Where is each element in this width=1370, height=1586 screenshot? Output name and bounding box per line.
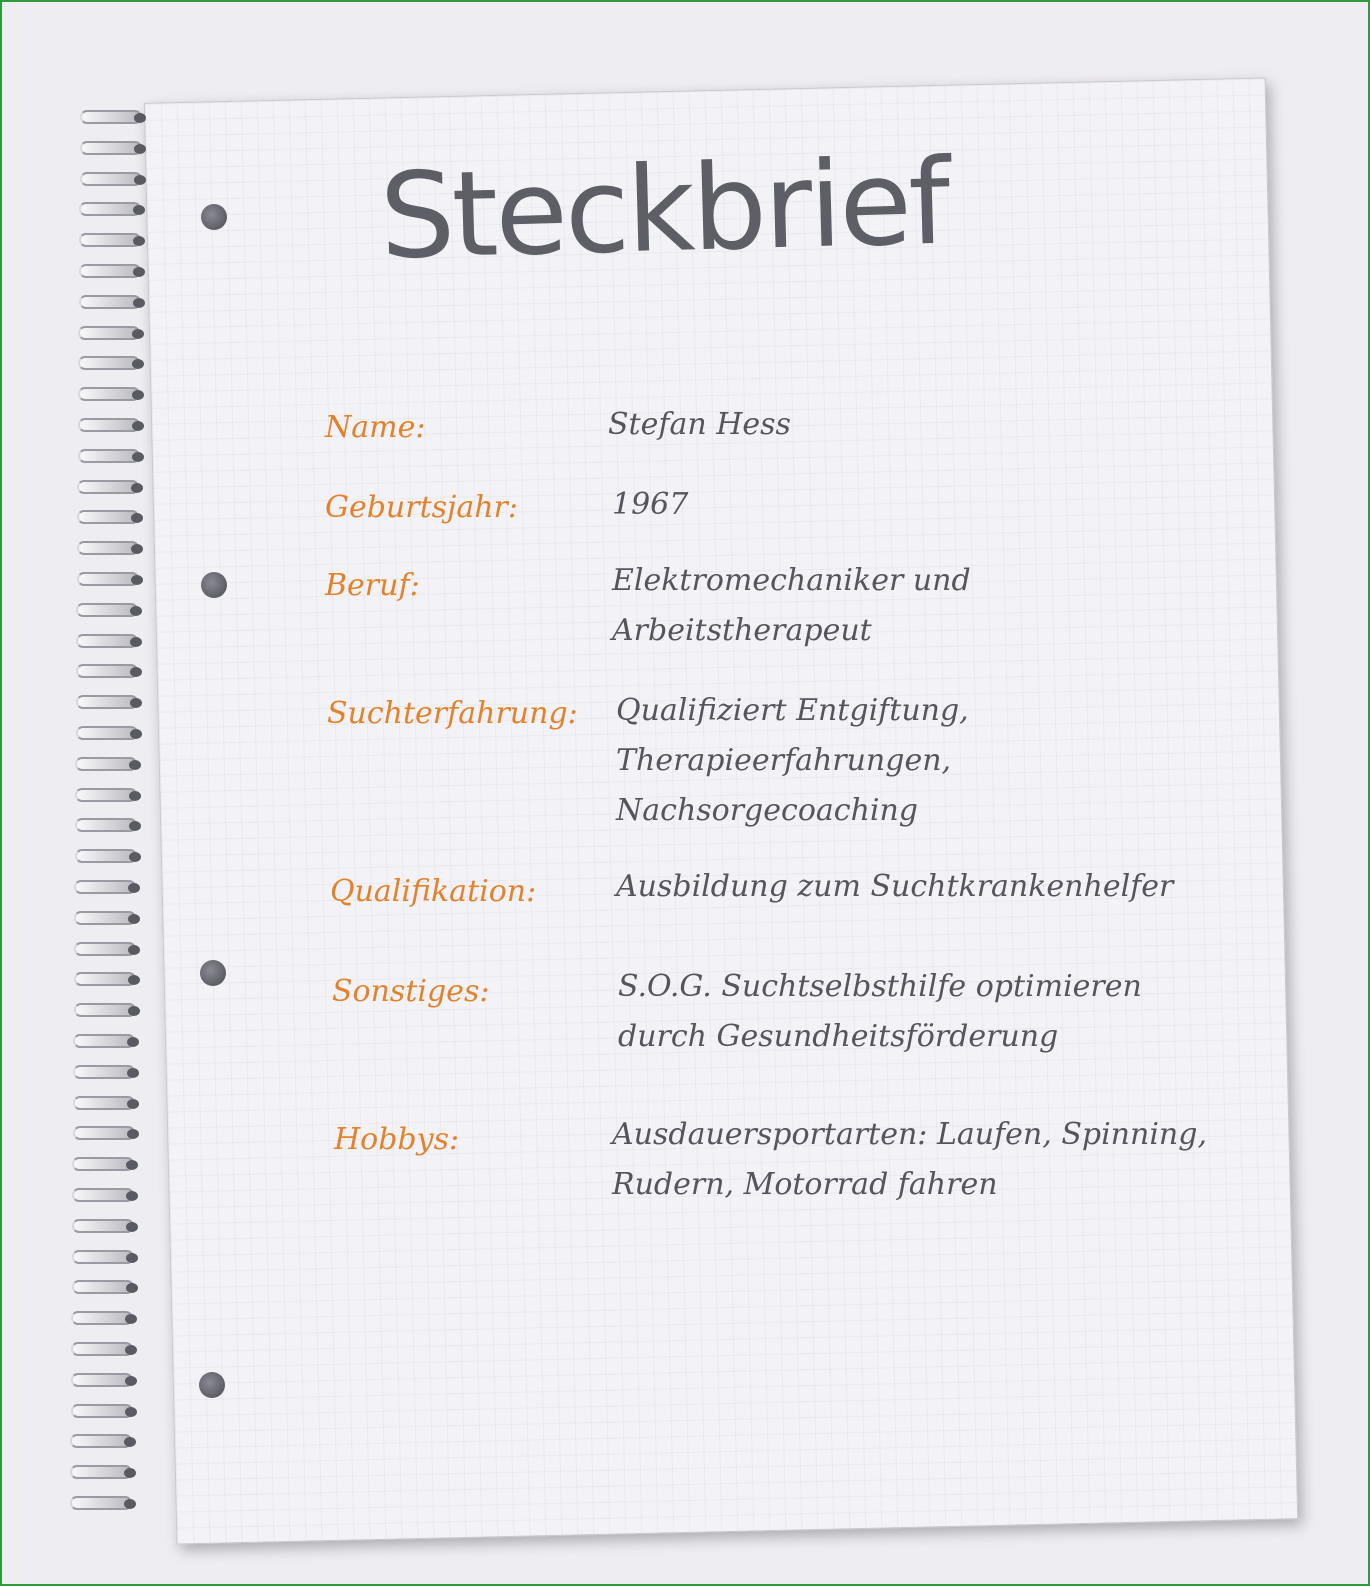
punch-hole xyxy=(199,1372,225,1398)
spiral-coil xyxy=(78,449,140,463)
spiral-coil xyxy=(79,264,141,278)
spiral-coil xyxy=(72,1157,134,1171)
spiral-coil xyxy=(80,172,142,186)
spiral-coil xyxy=(77,541,139,555)
punch-hole xyxy=(201,572,227,598)
punch-hole xyxy=(200,960,226,986)
spiral-coil xyxy=(70,1434,132,1448)
spiral-coil xyxy=(71,1404,133,1418)
spiral-coil xyxy=(75,788,137,802)
field-label-qualification: Qualifikation: xyxy=(330,874,537,909)
spiral-coil xyxy=(71,1373,133,1387)
spiral-coil xyxy=(74,911,136,925)
spiral-coil xyxy=(77,480,139,494)
spiral-coil xyxy=(76,695,138,709)
spiral-coil xyxy=(72,1219,134,1233)
spiral-coil xyxy=(72,1250,134,1264)
field-label-addiction-experience: Suchterfahrung: xyxy=(327,696,578,731)
page-title: Steckbrief xyxy=(378,132,950,286)
spiral-coil xyxy=(73,1065,135,1079)
spiral-coil xyxy=(73,1034,135,1048)
spiral-coil xyxy=(74,972,136,986)
spiral-coil xyxy=(70,1465,132,1479)
spiral-coil xyxy=(79,233,141,247)
field-value-other: S.O.G. Suchtselbsthilfe optimieren durch Gesundheitsförderung xyxy=(618,969,1142,1054)
field-label-hobbies: Hobbys: xyxy=(334,1122,460,1157)
spiral-coil xyxy=(80,141,142,155)
spiral-coil xyxy=(74,942,136,956)
spiral-coil xyxy=(78,418,140,432)
spiral-coil xyxy=(75,818,137,832)
spiral-coil xyxy=(74,1003,136,1017)
spiral-coil xyxy=(70,1496,132,1510)
spiral-coil xyxy=(75,757,137,771)
field-value-name: Stefan Hess xyxy=(608,407,791,442)
spiral-coil xyxy=(74,880,136,894)
spiral-coil xyxy=(80,110,142,124)
spiral-coil xyxy=(78,387,140,401)
field-label-profession: Beruf: xyxy=(325,568,420,603)
spiral-coil xyxy=(78,326,140,340)
field-value-qualification: Ausbildung zum Suchtkrankenhelfer xyxy=(616,869,1174,904)
spiral-coil xyxy=(72,1188,134,1202)
field-value-profession: Elektromechaniker und Arbeitstherapeut xyxy=(612,563,971,648)
spiral-coil xyxy=(76,726,138,740)
spiral-coil xyxy=(77,510,139,524)
spiral-coil xyxy=(72,1280,134,1294)
field-value-addiction-experience: Qualifiziert Entgiftung, Therapieerfahrungen, Nachsorgecoaching xyxy=(616,693,969,828)
spiral-coil xyxy=(75,849,137,863)
field-label-other: Sonstiges: xyxy=(332,974,490,1009)
spiral-coil xyxy=(76,634,138,648)
spiral-coil xyxy=(78,356,140,370)
spiral-coil xyxy=(79,295,141,309)
field-value-hobbies: Ausdauersportarten: Laufen, Spinning, Rudern, Motorrad fahren xyxy=(612,1117,1207,1202)
spiral-coil xyxy=(79,202,141,216)
spiral-coil xyxy=(77,572,139,586)
spiral-coil xyxy=(71,1342,133,1356)
field-label-birthyear: Geburtsjahr: xyxy=(325,490,518,525)
spiral-coil xyxy=(71,1311,133,1325)
spiral-coil xyxy=(73,1096,135,1110)
spiral-coil xyxy=(76,603,138,617)
spiral-binding xyxy=(70,110,150,1530)
spiral-coil xyxy=(73,1126,135,1140)
field-label-name: Name: xyxy=(325,410,426,445)
field-value-birthyear: 1967 xyxy=(612,487,689,522)
spiral-coil xyxy=(76,664,138,678)
punch-hole xyxy=(201,204,227,230)
